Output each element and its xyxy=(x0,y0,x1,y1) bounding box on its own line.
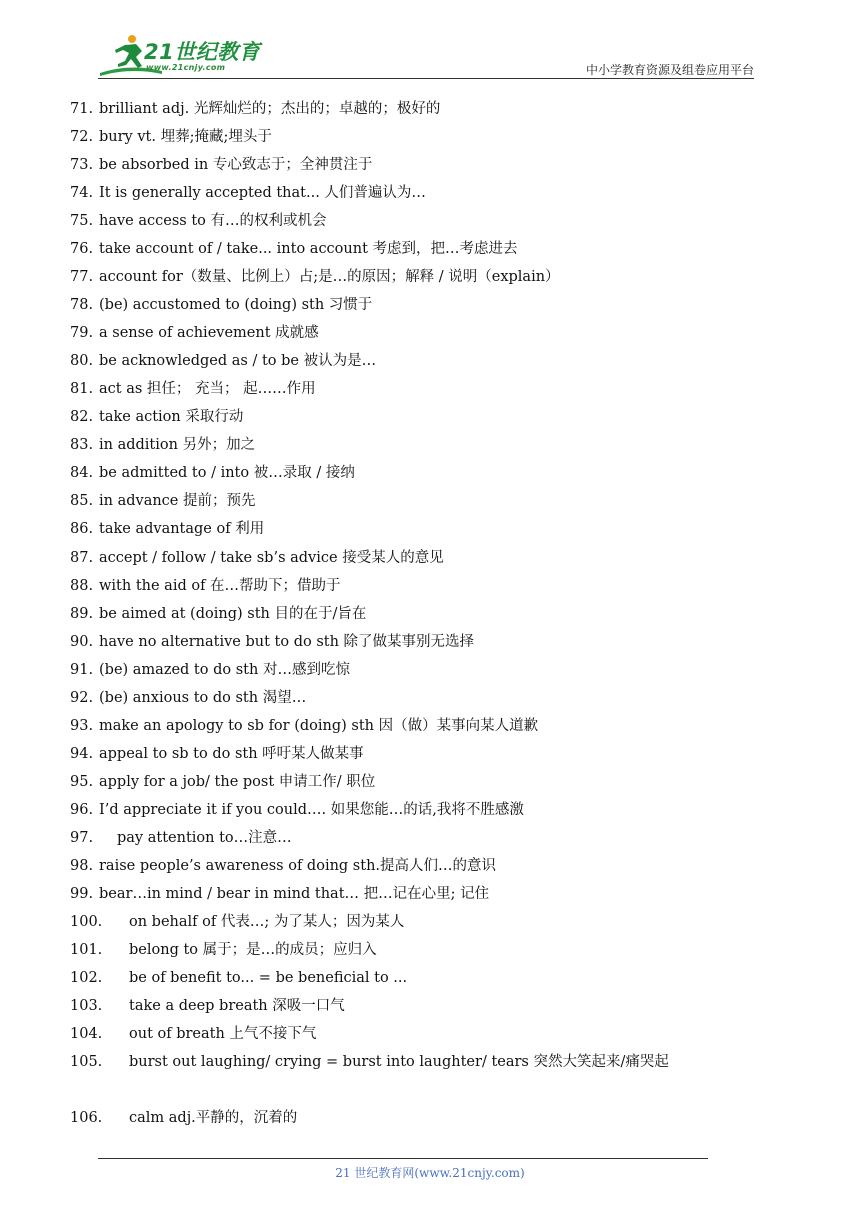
logo-url: www.21cnjy.com xyxy=(146,63,226,72)
item-text: It is generally accepted that... 人们普遍认为… xyxy=(99,185,426,201)
item-number: 87. xyxy=(70,550,94,566)
item-number: 75. xyxy=(70,213,94,229)
item-text: (be) anxious to do sth 渴望… xyxy=(99,690,307,706)
item-number: 77. xyxy=(70,269,94,285)
item-text: in addition 另外；加之 xyxy=(99,437,256,453)
item-number: 85. xyxy=(70,493,94,509)
item-number: 88. xyxy=(70,578,94,594)
item-text: apply for a job/ the post 申请工作/ 职位 xyxy=(99,774,376,790)
item-text: be admitted to / into 被…录取 / 接纳 xyxy=(99,465,355,481)
item-text: calm adj.平静的，沉着的 xyxy=(129,1110,298,1126)
item-text: with the aid of 在…帮助下；借助于 xyxy=(99,578,341,594)
item-number: 91. xyxy=(70,662,94,678)
item-number: 80. xyxy=(70,353,94,369)
item-text: act as 担任； 充当； 起……作用 xyxy=(99,381,316,397)
item-number: 92. xyxy=(70,690,94,706)
item-number: 83. xyxy=(70,437,94,453)
item-text: be of benefit to... = be beneficial to ... xyxy=(129,970,408,986)
page-footer: 21 世纪教育网(www.21cnjy.com) xyxy=(335,1166,525,1180)
footer-divider xyxy=(98,1158,708,1159)
item-text: in advance 提前；预先 xyxy=(99,493,256,509)
item-number: 94. xyxy=(70,746,94,762)
item-text: burst out laughing/ crying = burst into laughter/ tears 突然大笑起来/痛哭起 xyxy=(129,1054,669,1070)
item-text: (be) amazed to do sth 对…感到吃惊 xyxy=(99,662,350,678)
item-text: (be) accustomed to (doing) sth 习惯于 xyxy=(99,297,373,313)
item-text: accept / follow / take sb’s advice 接受某人的意见 xyxy=(99,550,444,566)
item-text: account for（数量、比例上）占;是…的原因；解释 / 说明（explain） xyxy=(99,269,560,285)
item-number: 71. xyxy=(70,101,94,117)
item-number: 90. xyxy=(70,634,94,650)
platform-label: 中小学教育资源及组卷应用平台 xyxy=(585,63,754,77)
item-number: 104. xyxy=(70,1026,103,1042)
item-text: bury vt. 埋葬;掩藏;埋头于 xyxy=(99,129,272,145)
item-number: 78. xyxy=(70,297,94,313)
item-number: 93. xyxy=(70,718,94,734)
item-number: 84. xyxy=(70,465,94,481)
item-text: on behalf of 代表…; 为了某人；因为某人 xyxy=(129,914,405,930)
item-number: 74. xyxy=(70,185,94,201)
item-text: take action 采取行动 xyxy=(99,409,244,425)
item-number: 81. xyxy=(70,381,94,397)
item-text: have no alternative but to do sth 除了做某事别无选择 xyxy=(99,634,475,650)
item-number: 76. xyxy=(70,241,94,257)
item-text: have access to 有…的权利或机会 xyxy=(99,213,327,229)
item-text: pay attention to…注意… xyxy=(117,830,292,846)
item-number: 89. xyxy=(70,606,94,622)
item-number: 103. xyxy=(70,998,103,1014)
header-divider xyxy=(98,78,754,79)
page-header xyxy=(0,0,860,85)
item-text: raise people’s awareness of doing sth.提高人们…的意识 xyxy=(99,858,497,874)
item-text: make an apology to sb for (doing) sth 因（做）某事向某人道歉 xyxy=(99,718,539,734)
item-text: take account of / take... into account 考虑到，把…考虑进去 xyxy=(99,241,518,257)
item-number: 99. xyxy=(70,886,94,902)
item-number: 73. xyxy=(70,157,94,173)
item-number: 86. xyxy=(70,521,94,537)
item-text: a sense of achievement 成就感 xyxy=(99,325,319,341)
item-number: 105. xyxy=(70,1054,103,1070)
item-number: 97. xyxy=(70,830,94,846)
item-number: 101. xyxy=(70,942,103,958)
item-text: take advantage of 利用 xyxy=(99,521,265,537)
item-number: 79. xyxy=(70,325,94,341)
item-text: be acknowledged as / to be 被认为是… xyxy=(99,353,377,369)
item-text: bear…in mind / bear in mind that… 把…记在心里; 记住 xyxy=(99,886,490,902)
item-text: out of breath 上气不接下气 xyxy=(129,1026,317,1042)
item-text: be aimed at (doing) sth 目的在于/旨在 xyxy=(99,606,367,622)
item-text: appeal to sb to do sth 呼吁某人做某事 xyxy=(99,746,364,762)
item-number: 98. xyxy=(70,858,94,874)
item-text: take a deep breath 深吸一口气 xyxy=(129,998,345,1014)
item-number: 95. xyxy=(70,774,94,790)
item-text: belong to 属于；是…的成员；应归入 xyxy=(129,942,377,958)
item-number: 106. xyxy=(70,1110,103,1126)
logo-title: 21世纪教育 xyxy=(144,40,261,64)
item-text: I’d appreciate it if you could…. 如果您能…的话,我将不胜感激 xyxy=(99,802,524,818)
item-number: 100. xyxy=(70,914,103,930)
item-number: 72. xyxy=(70,129,94,145)
item-number: 96. xyxy=(70,802,94,818)
item-number: 82. xyxy=(70,409,94,425)
item-text: be absorbed in 专心致志于；全神贯注于 xyxy=(99,157,373,173)
item-number: 102. xyxy=(70,970,103,986)
item-text: brilliant adj. 光辉灿烂的；杰出的；卓越的；极好的 xyxy=(99,101,441,117)
